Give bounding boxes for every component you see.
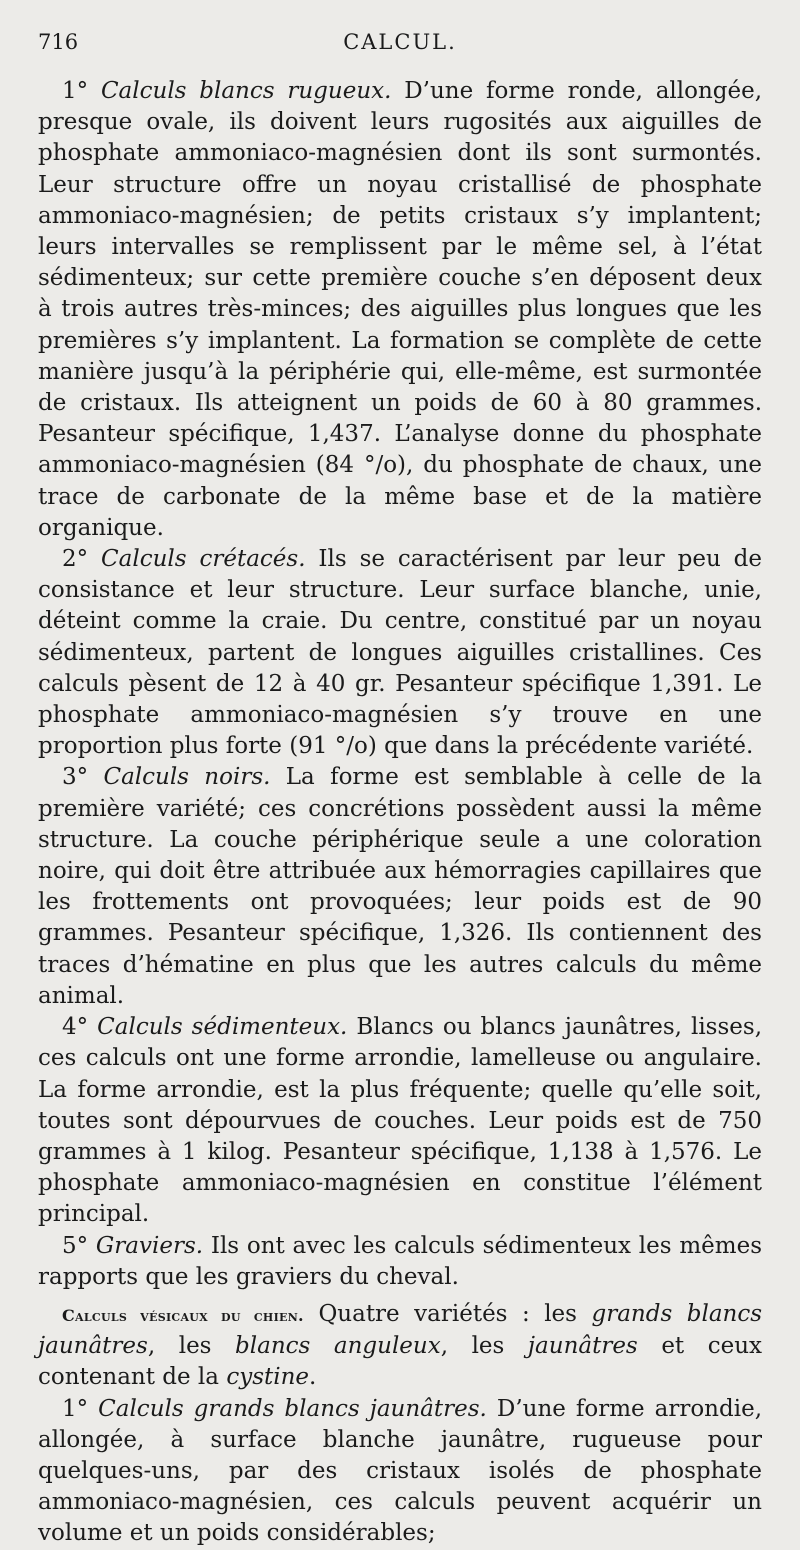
item-text: Blancs ou blancs jaunâtres, lisses, ces calculs ont une forme arrondie, lamelleuse ou angulaire. La forme arrondie, est la plus fréquente; quelle qu’elle soit, toutes sont dépourvues de couches. Leur poids est de 750 grammes à 1 kilog. Pesanteur spécifique, 1,138 à 1,576. Le phosphate ammoniaco-magnésien en constitue l’élément principal. xyxy=(38,1014,763,1228)
separator: , les xyxy=(147,1333,212,1360)
item-number: 3° xyxy=(62,764,89,791)
variety-name: cystine xyxy=(226,1364,310,1391)
page-number: 716 xyxy=(38,30,79,54)
item-title: Calculs blancs rugueux. xyxy=(100,78,392,104)
paragraph-calculs-blancs-rugueux xyxy=(38,76,762,544)
paragraph-calculs-sedimenteux xyxy=(38,1012,762,1230)
section-heading: Calculs vésicaux du chien. xyxy=(62,1305,304,1325)
item-title: Calculs sédimenteux. xyxy=(97,1014,348,1041)
item-title: Calculs grands blancs jaunâtres. xyxy=(98,1395,487,1422)
page-header xyxy=(38,30,762,70)
item-title: Calculs noirs. xyxy=(103,764,271,791)
variety-name: blancs anguleux xyxy=(235,1333,441,1360)
paragraph-calculs-noirs xyxy=(38,762,762,1012)
item-number: 5° xyxy=(62,1232,89,1259)
section-calculs-vesicaux-chien xyxy=(38,1299,762,1394)
item-text: D’une forme ronde, allongée, presque ovale, ils doivent leurs rugosités aux aiguilles de phosphate ammoniaco-magnésien dont ils sont surmontés. Leur structure offre un noyau cristallisé de phosphate ammoniaco-magnésien; de petits cristaux s’y implantent; leurs intervalles se remplissent par le même sel, à l’état sédimenteux; sur cette première couche s’en déposent deux à trois autres très-minces; des aiguilles plus longues que les premières s’y implantent. La formation se complète de cette manière jusqu’à la périphérie qui, elle-même, est surmontée de cristaux. Ils atteignent un poids de 60 à 80 grammes. Pesanteur spécifique, 1,437. L’analyse donne du phosphate ammoniaco-magnésien (84 °/o), du phosphate de chaux, une trace de carbonate de la même base et de la matière organique. xyxy=(38,78,763,541)
item-title: Calculs crétacés. xyxy=(101,546,306,573)
item-text: Ils ont avec les calculs sédimenteux les mêmes rapports que les graviers du cheval. xyxy=(38,1232,762,1290)
item-number: 2° xyxy=(62,546,89,573)
item-text: D’une forme arrondie, allongée, à surface blanche jaunâtre, rugueuse pour quelques-uns, par des cristaux isolés de phosphate ammoniaco-magnésien, ces calculs peuvent acquérir un volume et un poids considérables; xyxy=(38,1395,762,1547)
item-text: La forme est semblable à celle de la première variété; ces concrétions possèdent aussi la même structure. La couche périphérique seule a une coloration noire, qui doit être attribuée aux hémorragies capillaires que les frottements ont provoquées; leur poids est de 90 grammes. Pesanteur spécifique, 1,326. Ils contiennent des traces d’hématine en plus que les autres calculs du même animal. xyxy=(38,764,763,1009)
body-text xyxy=(38,76,762,1550)
running-head: CALCUL. xyxy=(343,30,457,54)
item-title: Graviers. xyxy=(95,1232,204,1259)
sentence-end: . xyxy=(309,1364,317,1391)
section-intro: Quatre variétés : les xyxy=(318,1300,577,1327)
paragraph-calculs-cretaces xyxy=(38,544,762,762)
separator: et ceux contenant de la xyxy=(38,1333,762,1391)
paragraph-graviers xyxy=(38,1231,762,1293)
item-number: 4° xyxy=(62,1014,89,1041)
separator: , les xyxy=(440,1333,505,1360)
variety-name: grands blancs jaunâtres xyxy=(38,1300,763,1360)
paragraph-calculs-grands-blancs-jaunatres xyxy=(38,1394,762,1550)
item-number: 1° xyxy=(62,1395,89,1422)
variety-name: jaunâtres xyxy=(527,1333,638,1360)
item-number: 1° xyxy=(62,78,89,104)
item-text: Ils se caractérisent par leur peu de consistance et leur structure. Leur surface blanche, unie, déteint comme la craie. Du centre, constitué par un noyau sédimenteux, partent de longues aiguilles cristallines. Ces calculs pèsent de 12 à 40 gr. Pesanteur spécifique 1,391. Le phosphate ammoniaco-magnésien s’y trouve en une proportion plus forte (91 °/o) que dans la précédente variété. xyxy=(38,546,763,760)
